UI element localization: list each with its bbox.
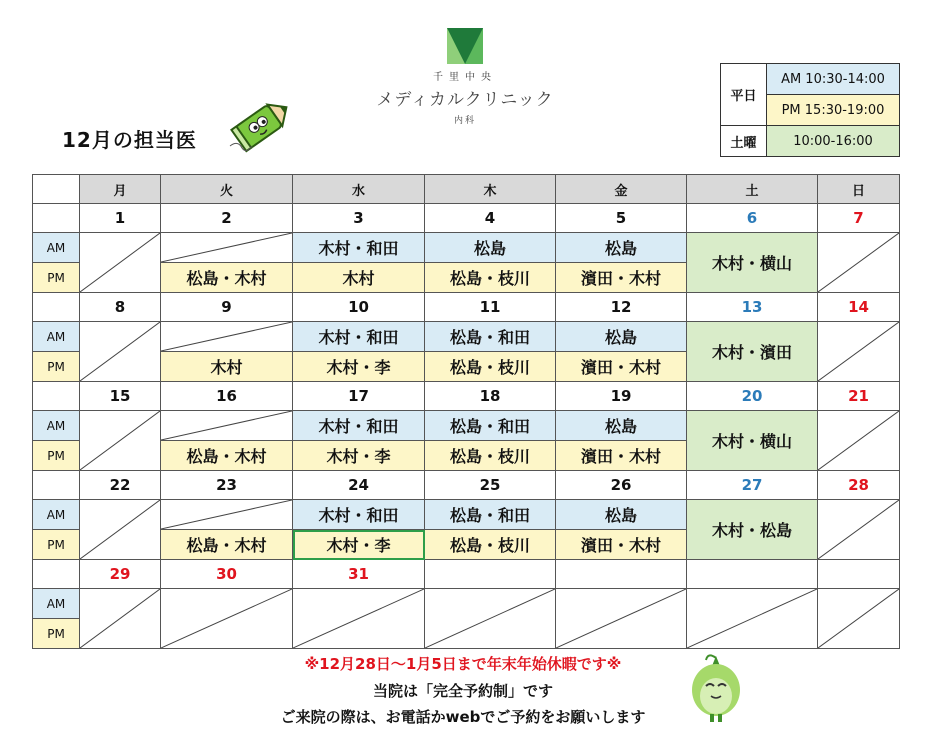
date-row-corner xyxy=(33,471,80,500)
closed-cell-tue-am xyxy=(161,411,293,441)
date-cell: 3 xyxy=(293,204,425,233)
slot-label-am: AM xyxy=(33,500,80,530)
date-cell: 13 xyxy=(687,293,818,322)
doctor-cell-thu-pm: 松島・枝川 xyxy=(425,352,556,382)
closed-slash-icon xyxy=(161,411,292,440)
closed-slash-icon xyxy=(425,589,555,648)
office-hours-table xyxy=(720,63,900,157)
slot-label-am: AM xyxy=(33,233,80,263)
day-header-fri: 金 xyxy=(556,175,687,204)
closed-cell-tue-am xyxy=(161,500,293,530)
date-cell: 10 xyxy=(293,293,425,322)
slot-label-am: AM xyxy=(33,411,80,441)
doctor-cell-wed-pm: 木村・李 xyxy=(293,352,425,382)
date-cell: 11 xyxy=(425,293,556,322)
doctor-cell-wed-pm: 木村・李 xyxy=(293,530,425,560)
closed-slash-icon xyxy=(80,589,160,648)
closed-slash-icon xyxy=(80,322,160,381)
doctor-cell-thu-am: 松島 xyxy=(425,233,556,263)
logo-line1: 千里中央 xyxy=(433,72,497,83)
doctor-cell-thu-pm: 松島・枝川 xyxy=(425,530,556,560)
page-title: 12月の担当医 xyxy=(62,128,197,152)
date-cell: 5 xyxy=(556,204,687,233)
doctor-cell-fri-am: 松島 xyxy=(556,500,687,530)
leaf-mascot-icon xyxy=(688,652,744,724)
date-cell: 7 xyxy=(818,204,900,233)
date-cell: 25 xyxy=(425,471,556,500)
date-cell: 29 xyxy=(80,560,161,589)
weekday-label: 平日 xyxy=(721,64,767,126)
closed-slash-icon xyxy=(818,411,899,470)
doctor-cell-sat: 木村・松島 xyxy=(687,500,818,560)
day-header-sun: 日 xyxy=(818,175,900,204)
closed-cell-sun xyxy=(818,411,900,471)
date-cell xyxy=(556,560,687,589)
doctor-cell-thu-am: 松島・和田 xyxy=(425,500,556,530)
date-row-corner xyxy=(33,382,80,411)
doctor-cell-wed-pm: 木村 xyxy=(293,263,425,293)
doctor-cell-tue-pm: 木村 xyxy=(161,352,293,382)
date-cell: 18 xyxy=(425,382,556,411)
closed-cell xyxy=(556,589,687,649)
doctor-cell-thu-pm: 松島・枝川 xyxy=(425,263,556,293)
day-header-sat: 土 xyxy=(687,175,818,204)
date-cell xyxy=(425,560,556,589)
date-cell: 30 xyxy=(161,560,293,589)
date-cell: 17 xyxy=(293,382,425,411)
date-cell: 31 xyxy=(293,560,425,589)
logo-line3: 内科 xyxy=(453,116,476,126)
doctor-cell-wed-am: 木村・和田 xyxy=(293,233,425,263)
closed-slash-icon xyxy=(80,500,160,559)
date-cell xyxy=(818,560,900,589)
slot-label-am: AM xyxy=(33,322,80,352)
closed-cell xyxy=(161,589,293,649)
doctor-cell-wed-pm: 木村・李 xyxy=(293,441,425,471)
doctor-cell-fri-pm: 濱田・木村 xyxy=(556,441,687,471)
clinic-logo xyxy=(330,28,600,140)
date-cell: 2 xyxy=(161,204,293,233)
closed-slash-icon xyxy=(818,500,899,559)
saturday-hours: 10:00-16:00 xyxy=(767,126,900,157)
closed-cell-mon xyxy=(80,322,161,382)
doctor-cell-tue-pm: 松島・木村 xyxy=(161,263,293,293)
slot-label-pm: PM xyxy=(33,352,80,382)
date-row-corner xyxy=(33,560,80,589)
doctor-cell-sat: 木村・濱田 xyxy=(687,322,818,382)
closed-cell xyxy=(80,589,161,649)
closed-cell xyxy=(818,589,900,649)
schedule-calendar xyxy=(32,174,900,649)
date-cell: 15 xyxy=(80,382,161,411)
doctor-cell-thu-am: 松島・和田 xyxy=(425,322,556,352)
pencil-mascot-icon xyxy=(228,94,294,156)
doctor-cell-thu-pm: 松島・枝川 xyxy=(425,441,556,471)
date-cell: 9 xyxy=(161,293,293,322)
doctor-cell-fri-pm: 濱田・木村 xyxy=(556,352,687,382)
date-cell: 4 xyxy=(425,204,556,233)
date-cell: 1 xyxy=(80,204,161,233)
closed-slash-icon xyxy=(161,500,292,529)
closed-cell-sun xyxy=(818,500,900,560)
closed-cell xyxy=(425,589,556,649)
slot-label-am: AM xyxy=(33,589,80,619)
logo-mark-icon xyxy=(447,28,483,64)
slot-label-pm: PM xyxy=(33,263,80,293)
doctor-cell-tue-pm: 松島・木村 xyxy=(161,530,293,560)
closed-slash-icon xyxy=(80,411,160,470)
closed-slash-icon xyxy=(556,589,686,648)
closed-cell xyxy=(687,589,818,649)
closed-slash-icon xyxy=(161,322,292,351)
closed-cell-mon xyxy=(80,411,161,471)
doctor-cell-tue-pm: 松島・木村 xyxy=(161,441,293,471)
doctor-cell-sat: 木村・横山 xyxy=(687,411,818,471)
date-cell xyxy=(687,560,818,589)
header-corner xyxy=(33,175,80,204)
day-header-wed: 水 xyxy=(293,175,425,204)
closed-slash-icon xyxy=(818,589,899,648)
closed-cell-sun xyxy=(818,322,900,382)
reservation-notice: 当院は「完全予約制」です xyxy=(372,682,553,700)
closed-slash-icon xyxy=(293,589,424,648)
doctor-cell-fri-pm: 濱田・木村 xyxy=(556,530,687,560)
date-cell: 23 xyxy=(161,471,293,500)
day-header-tue: 火 xyxy=(161,175,293,204)
date-cell: 24 xyxy=(293,471,425,500)
date-row-corner xyxy=(33,204,80,233)
weekday-pm-hours: PM 15:30-19:00 xyxy=(767,95,900,126)
logo-line2: メディカルクリニック xyxy=(376,90,554,110)
doctor-cell-fri-pm: 濱田・木村 xyxy=(556,263,687,293)
closed-slash-icon xyxy=(80,233,160,292)
doctor-cell-wed-am: 木村・和田 xyxy=(293,411,425,441)
doctor-cell-fri-am: 松島 xyxy=(556,322,687,352)
doctor-cell-fri-am: 松島 xyxy=(556,411,687,441)
doctor-cell-wed-am: 木村・和田 xyxy=(293,322,425,352)
saturday-label: 土曜 xyxy=(721,126,767,157)
date-cell: 27 xyxy=(687,471,818,500)
date-cell: 8 xyxy=(80,293,161,322)
closed-cell xyxy=(293,589,425,649)
date-cell: 19 xyxy=(556,382,687,411)
closed-slash-icon xyxy=(818,322,899,381)
doctor-cell-sat: 木村・横山 xyxy=(687,233,818,293)
slot-label-pm: PM xyxy=(33,619,80,649)
weekday-am-hours: AM 10:30-14:00 xyxy=(767,64,900,95)
closed-cell-tue-am xyxy=(161,233,293,263)
closed-slash-icon xyxy=(161,589,292,648)
closed-slash-icon xyxy=(687,589,817,648)
date-cell: 20 xyxy=(687,382,818,411)
date-cell: 6 xyxy=(687,204,818,233)
date-row-corner xyxy=(33,293,80,322)
date-cell: 22 xyxy=(80,471,161,500)
closed-slash-icon xyxy=(161,233,292,262)
date-cell: 26 xyxy=(556,471,687,500)
holiday-notice: ※12月28日～1月5日まで年末年始休暇です※ xyxy=(304,655,622,673)
day-header-mon: 月 xyxy=(80,175,161,204)
closed-slash-icon xyxy=(818,233,899,292)
date-cell: 16 xyxy=(161,382,293,411)
date-cell: 12 xyxy=(556,293,687,322)
closed-cell-mon xyxy=(80,500,161,560)
closed-cell-sun xyxy=(818,233,900,293)
closed-cell-tue-am xyxy=(161,322,293,352)
contact-notice: ご来院の際は、お電話かwebでご予約をお願いします xyxy=(280,708,646,726)
date-cell: 21 xyxy=(818,382,900,411)
date-cell: 28 xyxy=(818,471,900,500)
doctor-cell-thu-am: 松島・和田 xyxy=(425,411,556,441)
date-cell: 14 xyxy=(818,293,900,322)
slot-label-pm: PM xyxy=(33,441,80,471)
slot-label-pm: PM xyxy=(33,530,80,560)
doctor-cell-fri-am: 松島 xyxy=(556,233,687,263)
closed-cell-mon xyxy=(80,233,161,293)
day-header-thu: 木 xyxy=(425,175,556,204)
doctor-cell-wed-am: 木村・和田 xyxy=(293,500,425,530)
